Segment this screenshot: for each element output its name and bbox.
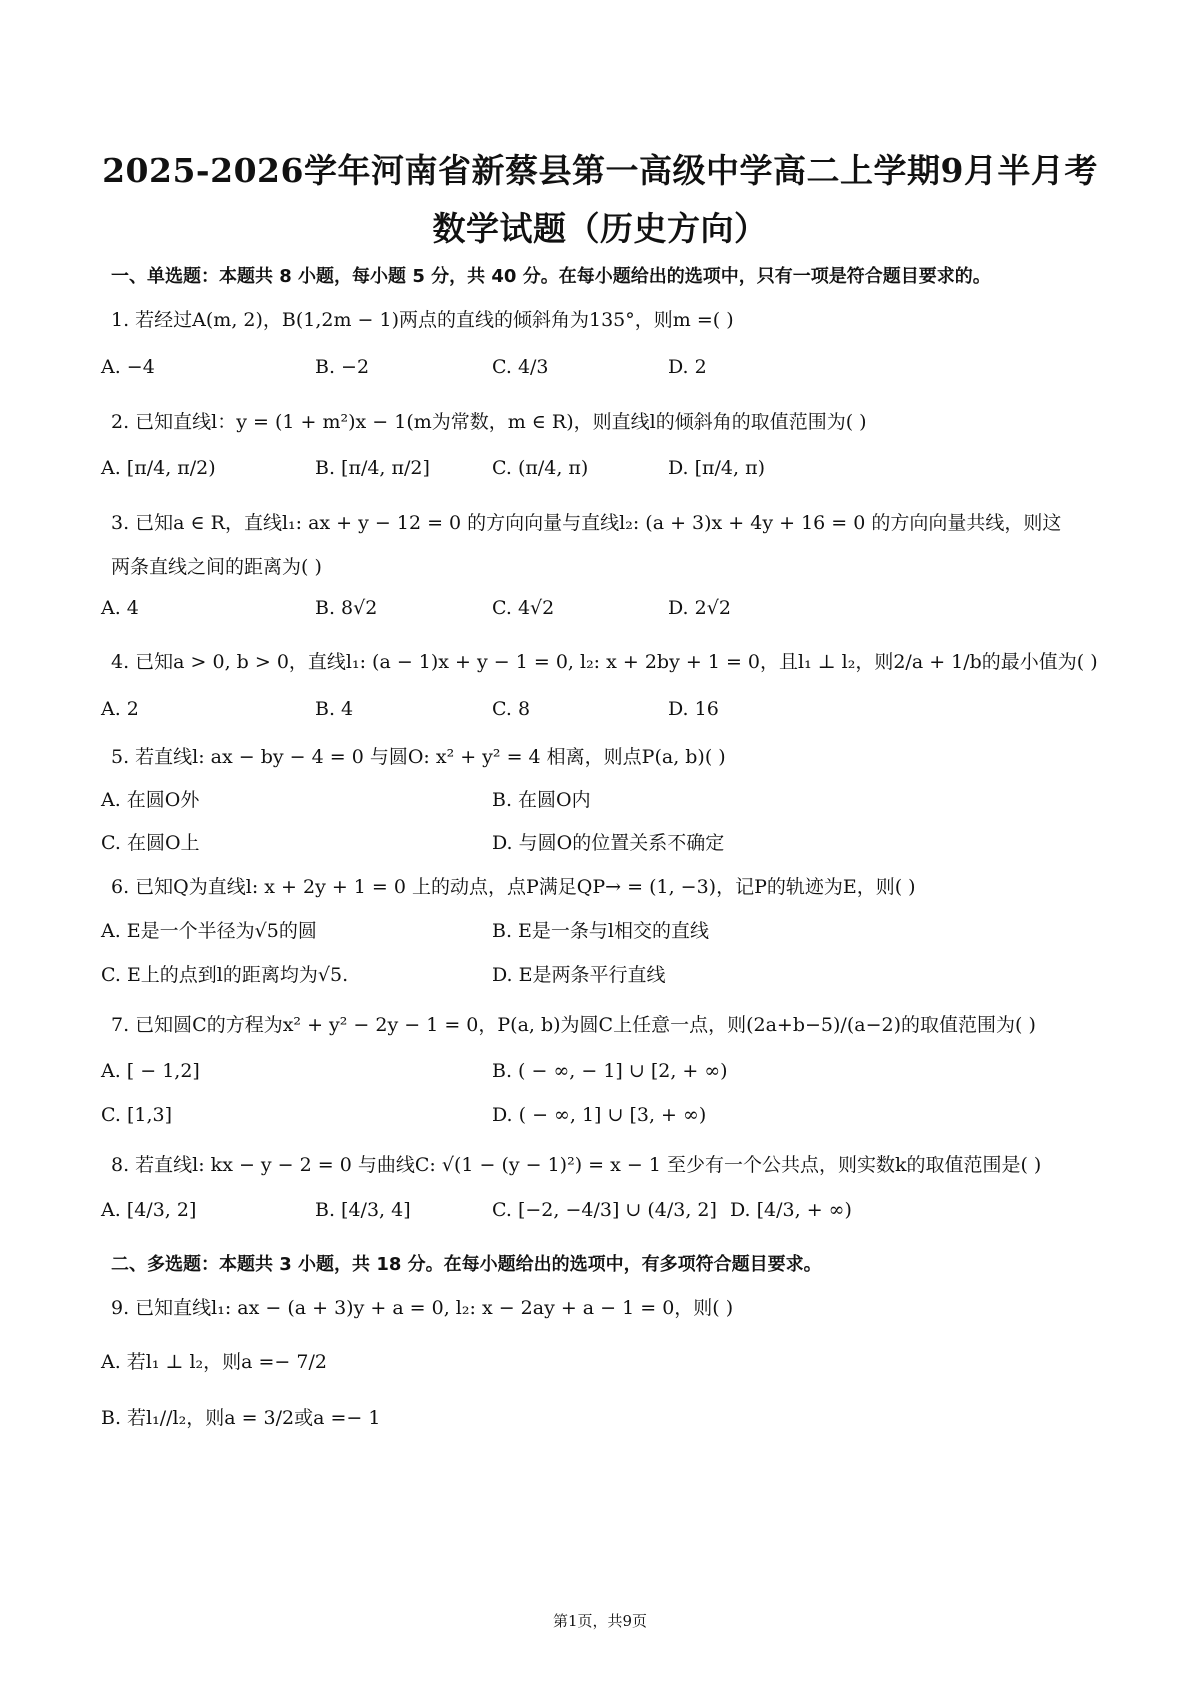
question-5-stem: 5. 若直线l: ax − by − 4 = 0 与圆O: x² + y² = 4 相离，则点P(a, b)( ) <box>111 746 726 768</box>
page-footer: 第1页，共9页 <box>552 1612 648 1630</box>
section-single-choice-heading: 一、单选题：本题共 8 小题，每小题 5 分，共 40 分。在每小题给出的选项中，只有一项是符合题目要求的。 <box>111 266 991 287</box>
question-9-option-a: A. 若l₁ ⊥ l₂，则a =− 7/2 <box>101 1351 327 1373</box>
question-3-option-d: D. 2√2 <box>668 597 731 619</box>
question-7-option-a: A. [ − 1,2] <box>101 1060 200 1082</box>
question-9-option-b: B. 若l₁//l₂，则a = 3/2或a =− 1 <box>101 1407 381 1429</box>
question-7-option-c: C. [1,3] <box>101 1104 172 1126</box>
exam-title-line2: 数学试题（历史方向） <box>432 209 768 248</box>
question-5-option-b: B. 在圆O内 <box>492 789 591 811</box>
question-2-option-c: C. (π/4, π) <box>492 457 589 479</box>
question-1-option-c: C. 4/3 <box>492 356 549 378</box>
question-6-option-b: B. E是一条与l相交的直线 <box>492 920 709 942</box>
question-1-option-b: B. −2 <box>315 356 370 378</box>
question-8-stem: 8. 若直线l: kx − y − 2 = 0 与曲线C: √(1 − (y − 1)²) = x − 1 至少有一个公共点，则实数k的取值范围是( ) <box>111 1154 1042 1176</box>
question-5-option-d: D. 与圆O的位置关系不确定 <box>492 832 725 854</box>
question-4-option-c: C. 8 <box>492 698 531 720</box>
question-3-option-b: B. 8√2 <box>315 597 378 619</box>
question-8-option-b: B. [4/3, 4] <box>315 1199 411 1221</box>
question-2-option-b: B. [π/4, π/2] <box>315 457 430 479</box>
question-3-stem-line1: 3. 已知a ∈ R，直线l₁: ax + y − 12 = 0 的方向向量与直线l₂: (a + 3)x + 4y + 16 = 0 的方向向量共线，则这 <box>111 512 1062 534</box>
question-4-option-b: B. 4 <box>315 698 354 720</box>
question-4-option-d: D. 16 <box>668 698 719 720</box>
question-8-option-a: A. [4/3, 2] <box>101 1199 197 1221</box>
question-1-option-d: D. 2 <box>668 356 707 378</box>
question-1-stem: 1. 若经过A(m, 2)，B(1,2m − 1)两点的直线的倾斜角为135°，则m =( ) <box>111 309 734 331</box>
question-8-option-d: D. [4/3, + ∞) <box>730 1199 852 1221</box>
question-2-option-a: A. [π/4, π/2) <box>101 457 216 479</box>
question-6-option-d: D. E是两条平行直线 <box>492 964 666 986</box>
question-7-option-d: D. ( − ∞, 1] ∪ [3, + ∞) <box>492 1104 707 1126</box>
question-7-option-b: B. ( − ∞, − 1] ∪ [2, + ∞) <box>492 1060 728 1082</box>
question-3-option-a: A. 4 <box>101 597 139 619</box>
question-6-option-a: A. E是一个半径为√5的圆 <box>101 920 317 942</box>
question-2-stem: 2. 已知直线l：y = (1 + m²)x − 1(m为常数，m ∈ R)，则直线l的倾斜角的取值范围为( ) <box>111 411 867 433</box>
question-5-option-c: C. 在圆O上 <box>101 832 200 854</box>
question-3-stem-line2: 两条直线之间的距离为( ) <box>111 556 322 578</box>
question-8-option-c: C. [−2, −4/3] ∪ (4/3, 2] <box>492 1199 717 1221</box>
question-6-option-c: C. E上的点到l的距离均为√5. <box>101 964 349 986</box>
exam-title-line1: 2025-2026学年河南省新蔡县第一高级中学高二上学期9月半月考 <box>102 151 1098 190</box>
question-2-option-d: D. [π/4, π) <box>668 457 766 479</box>
question-1-option-a: A. −4 <box>101 356 155 378</box>
question-4-option-a: A. 2 <box>101 698 139 720</box>
question-9-stem: 9. 已知直线l₁: ax − (a + 3)y + a = 0, l₂: x − 2ay + a − 1 = 0，则( ) <box>111 1297 734 1319</box>
question-7-stem: 7. 已知圆C的方程为x² + y² − 2y − 1 = 0，P(a, b)为圆C上任意一点，则(2a+b−5)/(a−2)的取值范围为( ) <box>111 1014 1036 1036</box>
question-4-stem: 4. 已知a > 0, b > 0，直线l₁: (a − 1)x + y − 1 = 0, l₂: x + 2by + 1 = 0，且l₁ ⊥ l₂，则2/a + 1/b的最小值为( ) <box>111 651 1098 673</box>
question-3-option-c: C. 4√2 <box>492 597 555 619</box>
question-6-stem: 6. 已知Q为直线l: x + 2y + 1 = 0 上的动点，点P满足QP→ = (1, −3)，记P的轨迹为E，则( ) <box>111 876 916 898</box>
question-5-option-a: A. 在圆O外 <box>101 789 200 811</box>
section-multiple-choice-heading: 二、多选题：本题共 3 小题，共 18 分。在每小题给出的选项中，有多项符合题目要求。 <box>111 1254 822 1275</box>
